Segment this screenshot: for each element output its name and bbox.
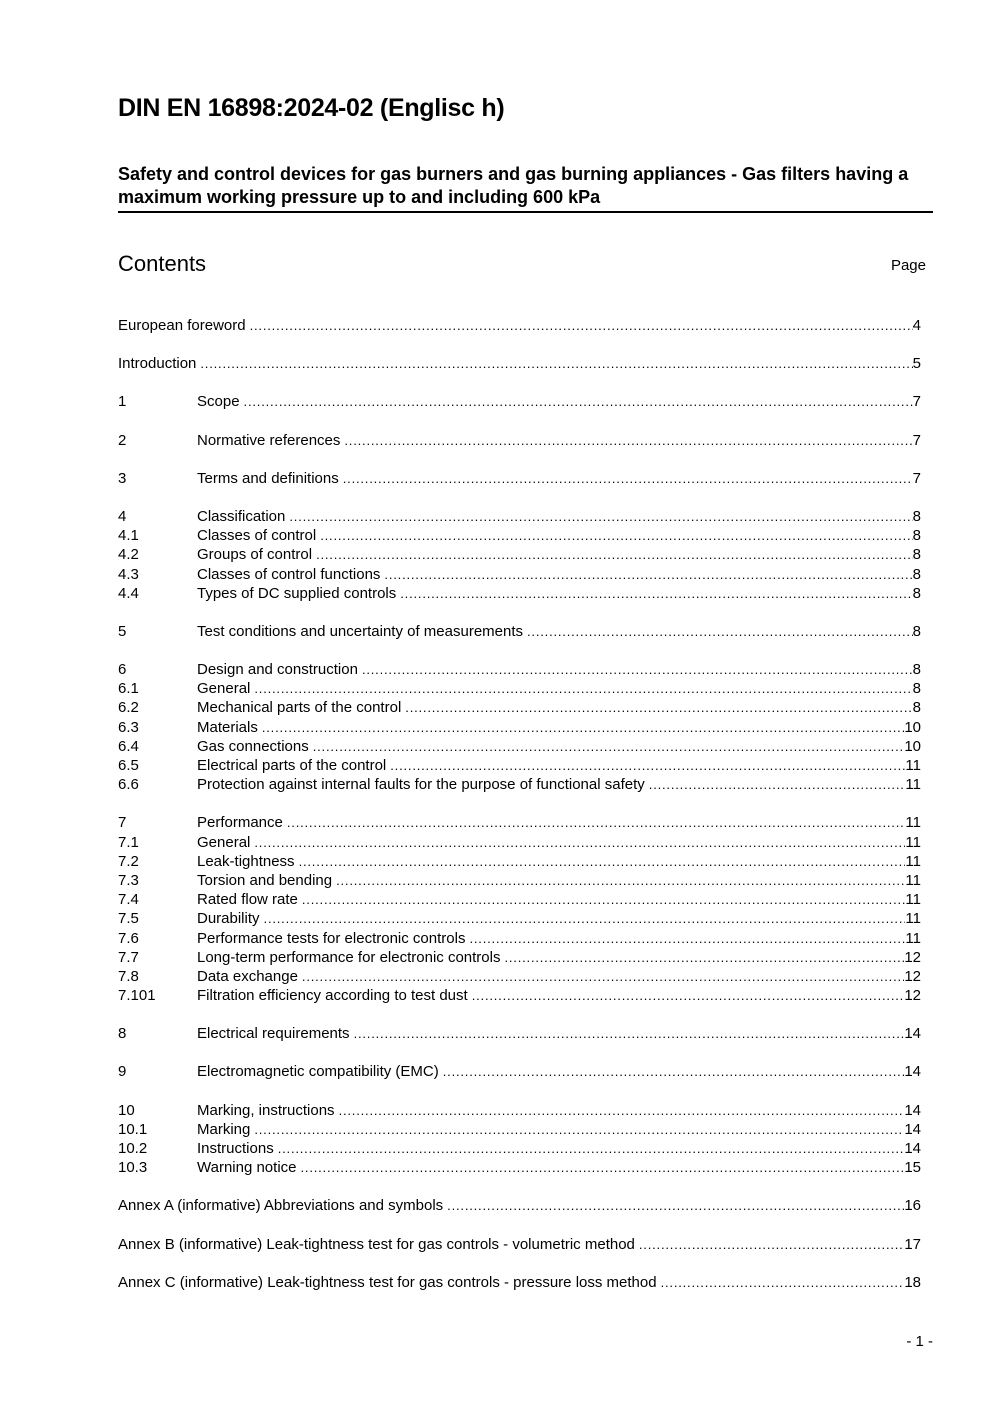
toc-entry-label: European foreword <box>118 317 246 334</box>
toc-entry[interactable] <box>118 929 921 948</box>
toc-entry-label: Warning notice <box>197 1159 297 1177</box>
toc-entry-label: Types of DC supplied controls <box>197 584 397 602</box>
toc-dot-leader <box>320 526 912 545</box>
toc-entry-label: Electrical parts of the control <box>197 757 387 774</box>
toc-dot-leader <box>527 622 913 641</box>
toc-entry-page: 12 <box>904 967 921 985</box>
contents-heading: Contents <box>118 251 207 276</box>
toc-entry-number: 6.1 <box>118 680 139 698</box>
toc-entry-label: Groups of control <box>197 546 313 564</box>
toc-entry-label: Data exchange <box>197 967 298 985</box>
toc-dot-leader <box>384 565 912 584</box>
toc-dot-leader <box>278 1139 905 1158</box>
toc-entry-label: Protection against internal faults for the purpose of functional safety <box>197 776 645 794</box>
toc-entry-page: 11 <box>905 776 921 794</box>
toc-entry-label: General <box>197 833 251 851</box>
toc-entry-number: 6.5 <box>118 757 139 774</box>
toc-entry-number: 7.4 <box>118 891 139 909</box>
toc-entry[interactable] <box>118 833 921 852</box>
toc-entry[interactable] <box>118 1139 921 1158</box>
toc-entry-page: 15 <box>904 1159 921 1177</box>
toc-entry-page: 8 <box>912 507 921 525</box>
toc-entry-page: 11 <box>905 910 921 928</box>
toc-entry-page: 14 <box>904 1140 921 1157</box>
toc-entry-number: 4.2 <box>118 546 139 564</box>
toc-entry-number: 6.2 <box>118 699 139 717</box>
toc-entry-label: Electrical requirements <box>197 1025 350 1043</box>
toc-entry-page: 11 <box>905 814 921 832</box>
toc-entry-number: 5 <box>118 622 127 640</box>
toc-entry[interactable] <box>118 1024 921 1043</box>
toc-dot-leader <box>639 1235 904 1254</box>
toc-entry[interactable] <box>118 622 921 641</box>
toc-entry-number: 7.8 <box>118 967 139 985</box>
toc-entry[interactable] <box>118 545 921 564</box>
toc-entry-number: 7.2 <box>118 852 139 870</box>
toc-entry-label: Rated flow rate <box>197 891 298 909</box>
toc-entry-number: 10.1 <box>118 1120 148 1138</box>
page-number: - 1 - <box>906 1333 933 1350</box>
toc-entry-label: Performance <box>197 814 283 832</box>
toc-entry[interactable] <box>118 392 921 411</box>
toc-dot-leader <box>336 871 905 890</box>
toc-entry-page: 11 <box>905 757 921 774</box>
toc-entry[interactable] <box>118 890 921 909</box>
toc-entry[interactable] <box>118 698 921 717</box>
toc-dot-leader <box>316 545 913 564</box>
toc-entry-number: 7.5 <box>118 910 139 928</box>
toc-entry-page: 8 <box>912 699 921 717</box>
toc-dot-leader <box>254 833 905 852</box>
toc-entry[interactable] <box>118 565 921 584</box>
toc-entry-number: 4 <box>118 507 127 525</box>
toc-entry-label: Scope <box>197 393 240 411</box>
toc-dot-leader <box>405 698 912 717</box>
toc-entry-label: Leak-tightness <box>197 852 295 870</box>
toc-entry-page: 14 <box>904 1025 921 1043</box>
toc-entry-number: 9 <box>118 1063 127 1081</box>
page-column-heading: Page <box>890 257 926 274</box>
toc-entry[interactable] <box>118 871 921 890</box>
toc-entry-label: Filtration efficiency according to test dust <box>197 987 468 1005</box>
toc-entry-number: 4.1 <box>118 527 139 545</box>
toc-entry-page: 16 <box>904 1197 921 1215</box>
toc-entry-label: Annex C (informative) Leak-tightness test for gas controls - pressure loss method <box>118 1273 657 1291</box>
toc-entry[interactable] <box>118 431 921 450</box>
toc-entry-number: 10.2 <box>118 1140 148 1157</box>
toc-dot-leader <box>254 679 912 698</box>
toc-entry-label: Design and construction <box>197 661 358 679</box>
toc-entry-number: 7.1 <box>118 833 139 851</box>
toc-dot-leader <box>254 1120 904 1139</box>
toc-entry-number: 7.3 <box>118 871 139 889</box>
toc-entry-page: 11 <box>905 929 921 947</box>
toc-entry-page: 11 <box>905 891 921 909</box>
table-of-contents <box>118 316 921 1292</box>
toc-dot-leader <box>287 813 906 832</box>
toc-entry-page: 7 <box>912 469 921 487</box>
toc-entry-page: 10 <box>904 737 921 755</box>
toc-entry-number: 7 <box>118 814 127 832</box>
toc-dot-leader <box>200 354 912 373</box>
toc-entry-label: Introduction <box>118 355 197 373</box>
toc-entry-label: Instructions <box>197 1140 274 1157</box>
toc-entry-label: Materials <box>197 718 258 736</box>
toc-dot-leader <box>289 507 912 526</box>
toc-dot-leader <box>262 718 904 737</box>
toc-entry-label: Torsion and bending <box>197 871 333 889</box>
toc-entry[interactable] <box>118 1158 921 1177</box>
toc-entry[interactable] <box>118 775 921 794</box>
toc-entry-number: 6 <box>118 661 127 679</box>
toc-entry[interactable] <box>118 584 921 603</box>
toc-entry[interactable] <box>118 1062 921 1081</box>
toc-entry-page: 14 <box>904 1101 921 1119</box>
toc-dot-leader <box>264 909 906 928</box>
toc-entry-number: 8 <box>118 1025 127 1043</box>
toc-entry-page: 11 <box>905 852 921 870</box>
toc-entry-page: 7 <box>912 393 921 411</box>
toc-entry-page: 17 <box>904 1235 921 1253</box>
toc-entry-page: 8 <box>912 622 921 640</box>
toc-entry[interactable] <box>118 526 921 545</box>
toc-dot-leader <box>250 316 913 335</box>
toc-entry-number: 6.3 <box>118 718 139 736</box>
toc-entry-label: Terms and definitions <box>197 469 339 487</box>
toc-entry[interactable] <box>118 813 921 832</box>
toc-entry[interactable] <box>118 1273 921 1292</box>
toc-entry-label: Test conditions and uncertainty of measurements <box>197 622 524 640</box>
toc-entry-page: 11 <box>905 833 921 851</box>
toc-dot-leader <box>661 1273 905 1292</box>
toc-entry[interactable] <box>118 986 921 1005</box>
toc-entry-label: Classification <box>197 507 286 525</box>
toc-entry[interactable] <box>118 1196 921 1215</box>
toc-entry-page: 8 <box>912 584 921 602</box>
toc-dot-leader <box>302 890 906 909</box>
toc-entry-label: Marking <box>197 1120 251 1138</box>
toc-entry-page: 14 <box>904 1063 921 1081</box>
toc-entry-number: 7.101 <box>118 987 156 1005</box>
toc-entry-page: 12 <box>904 987 921 1005</box>
toc-entry-page: 8 <box>912 661 921 679</box>
toc-dot-leader <box>354 1024 905 1043</box>
toc-entry-page: 11 <box>905 871 921 889</box>
toc-entry[interactable] <box>118 737 921 756</box>
toc-entry-number: 3 <box>118 469 127 487</box>
document-title: DIN EN 16898:2024-02 (Englisc h) <box>118 94 505 122</box>
toc-entry-page: 8 <box>912 680 921 698</box>
toc-entry-label: Durability <box>197 910 260 928</box>
toc-dot-leader <box>447 1196 904 1215</box>
toc-entry-label: Marking, instructions <box>197 1101 335 1119</box>
toc-entry-page: 8 <box>912 546 921 564</box>
toc-entry-page: 10 <box>904 718 921 736</box>
toc-entry[interactable] <box>118 1120 921 1139</box>
toc-dot-leader <box>504 948 904 967</box>
toc-entry-number: 4.4 <box>118 584 139 602</box>
toc-entry-label: Annex B (informative) Leak-tightness test for gas controls - volumetric method <box>118 1235 635 1253</box>
document-subtitle: Safety and control devices for gas burners and gas burning appliances - Gas filters having a maximum working pressure up to and including 600 kPa <box>118 163 933 213</box>
toc-entry-label: Mechanical parts of the control <box>197 699 402 717</box>
toc-entry[interactable] <box>118 1101 921 1120</box>
toc-entry-label: Performance tests for electronic controls <box>197 929 466 947</box>
toc-entry[interactable] <box>118 718 921 737</box>
toc-entry-number: 7.6 <box>118 929 139 947</box>
toc-entry-label: Annex A (informative) Abbreviations and symbols <box>118 1197 444 1215</box>
toc-entry[interactable] <box>118 507 921 526</box>
toc-entry-page: 5 <box>912 355 921 373</box>
toc-dot-leader <box>400 584 912 603</box>
toc-entry-label: Long-term performance for electronic controls <box>197 948 501 966</box>
toc-entry-page: 12 <box>904 948 921 966</box>
toc-entry-number: 2 <box>118 431 127 449</box>
toc-dot-leader <box>301 1158 905 1177</box>
toc-entry[interactable] <box>118 948 921 967</box>
toc-dot-leader <box>299 852 906 871</box>
toc-entry[interactable] <box>118 316 921 335</box>
toc-entry[interactable] <box>118 909 921 928</box>
toc-dot-leader <box>302 967 904 986</box>
toc-dot-leader <box>362 660 913 679</box>
toc-entry-number: 1 <box>118 393 127 411</box>
toc-entry[interactable] <box>118 967 921 986</box>
toc-entry-page: 4 <box>912 317 921 334</box>
toc-dot-leader <box>472 986 905 1005</box>
toc-entry[interactable] <box>118 756 921 775</box>
toc-entry-label: Gas connections <box>197 737 309 755</box>
toc-dot-leader <box>469 929 905 948</box>
toc-dot-leader <box>344 431 912 450</box>
toc-entry-number: 10.3 <box>118 1159 148 1177</box>
toc-entry-label: Classes of control functions <box>197 565 381 583</box>
toc-dot-leader <box>343 469 913 488</box>
toc-entry-page: 18 <box>904 1273 921 1291</box>
toc-entry-label: Electromagnetic compatibility (EMC) <box>197 1063 439 1081</box>
toc-entry[interactable] <box>118 1235 921 1254</box>
toc-entry[interactable] <box>118 679 921 698</box>
toc-entry[interactable] <box>118 852 921 871</box>
toc-entry-label: Normative references <box>197 431 341 449</box>
toc-entry[interactable] <box>118 660 921 679</box>
toc-entry-label: General <box>197 680 251 698</box>
toc-dot-leader <box>339 1101 905 1120</box>
toc-entry-page: 8 <box>912 527 921 545</box>
toc-entry[interactable] <box>118 469 921 488</box>
toc-entry[interactable] <box>118 354 921 373</box>
toc-dot-leader <box>244 392 913 411</box>
toc-entry-page: 8 <box>912 565 921 583</box>
toc-entry-number: 10 <box>118 1101 135 1119</box>
toc-dot-leader <box>443 1062 905 1081</box>
toc-entry-page: 7 <box>912 431 921 449</box>
toc-dot-leader <box>390 756 905 775</box>
toc-entry-number: 6.6 <box>118 776 139 794</box>
toc-entry-number: 4.3 <box>118 565 139 583</box>
toc-dot-leader <box>649 775 906 794</box>
toc-dot-leader <box>313 737 905 756</box>
toc-entry-label: Classes of control <box>197 527 317 545</box>
toc-entry-number: 6.4 <box>118 737 139 755</box>
toc-entry-page: 14 <box>904 1120 921 1138</box>
toc-entry-number: 7.7 <box>118 948 139 966</box>
